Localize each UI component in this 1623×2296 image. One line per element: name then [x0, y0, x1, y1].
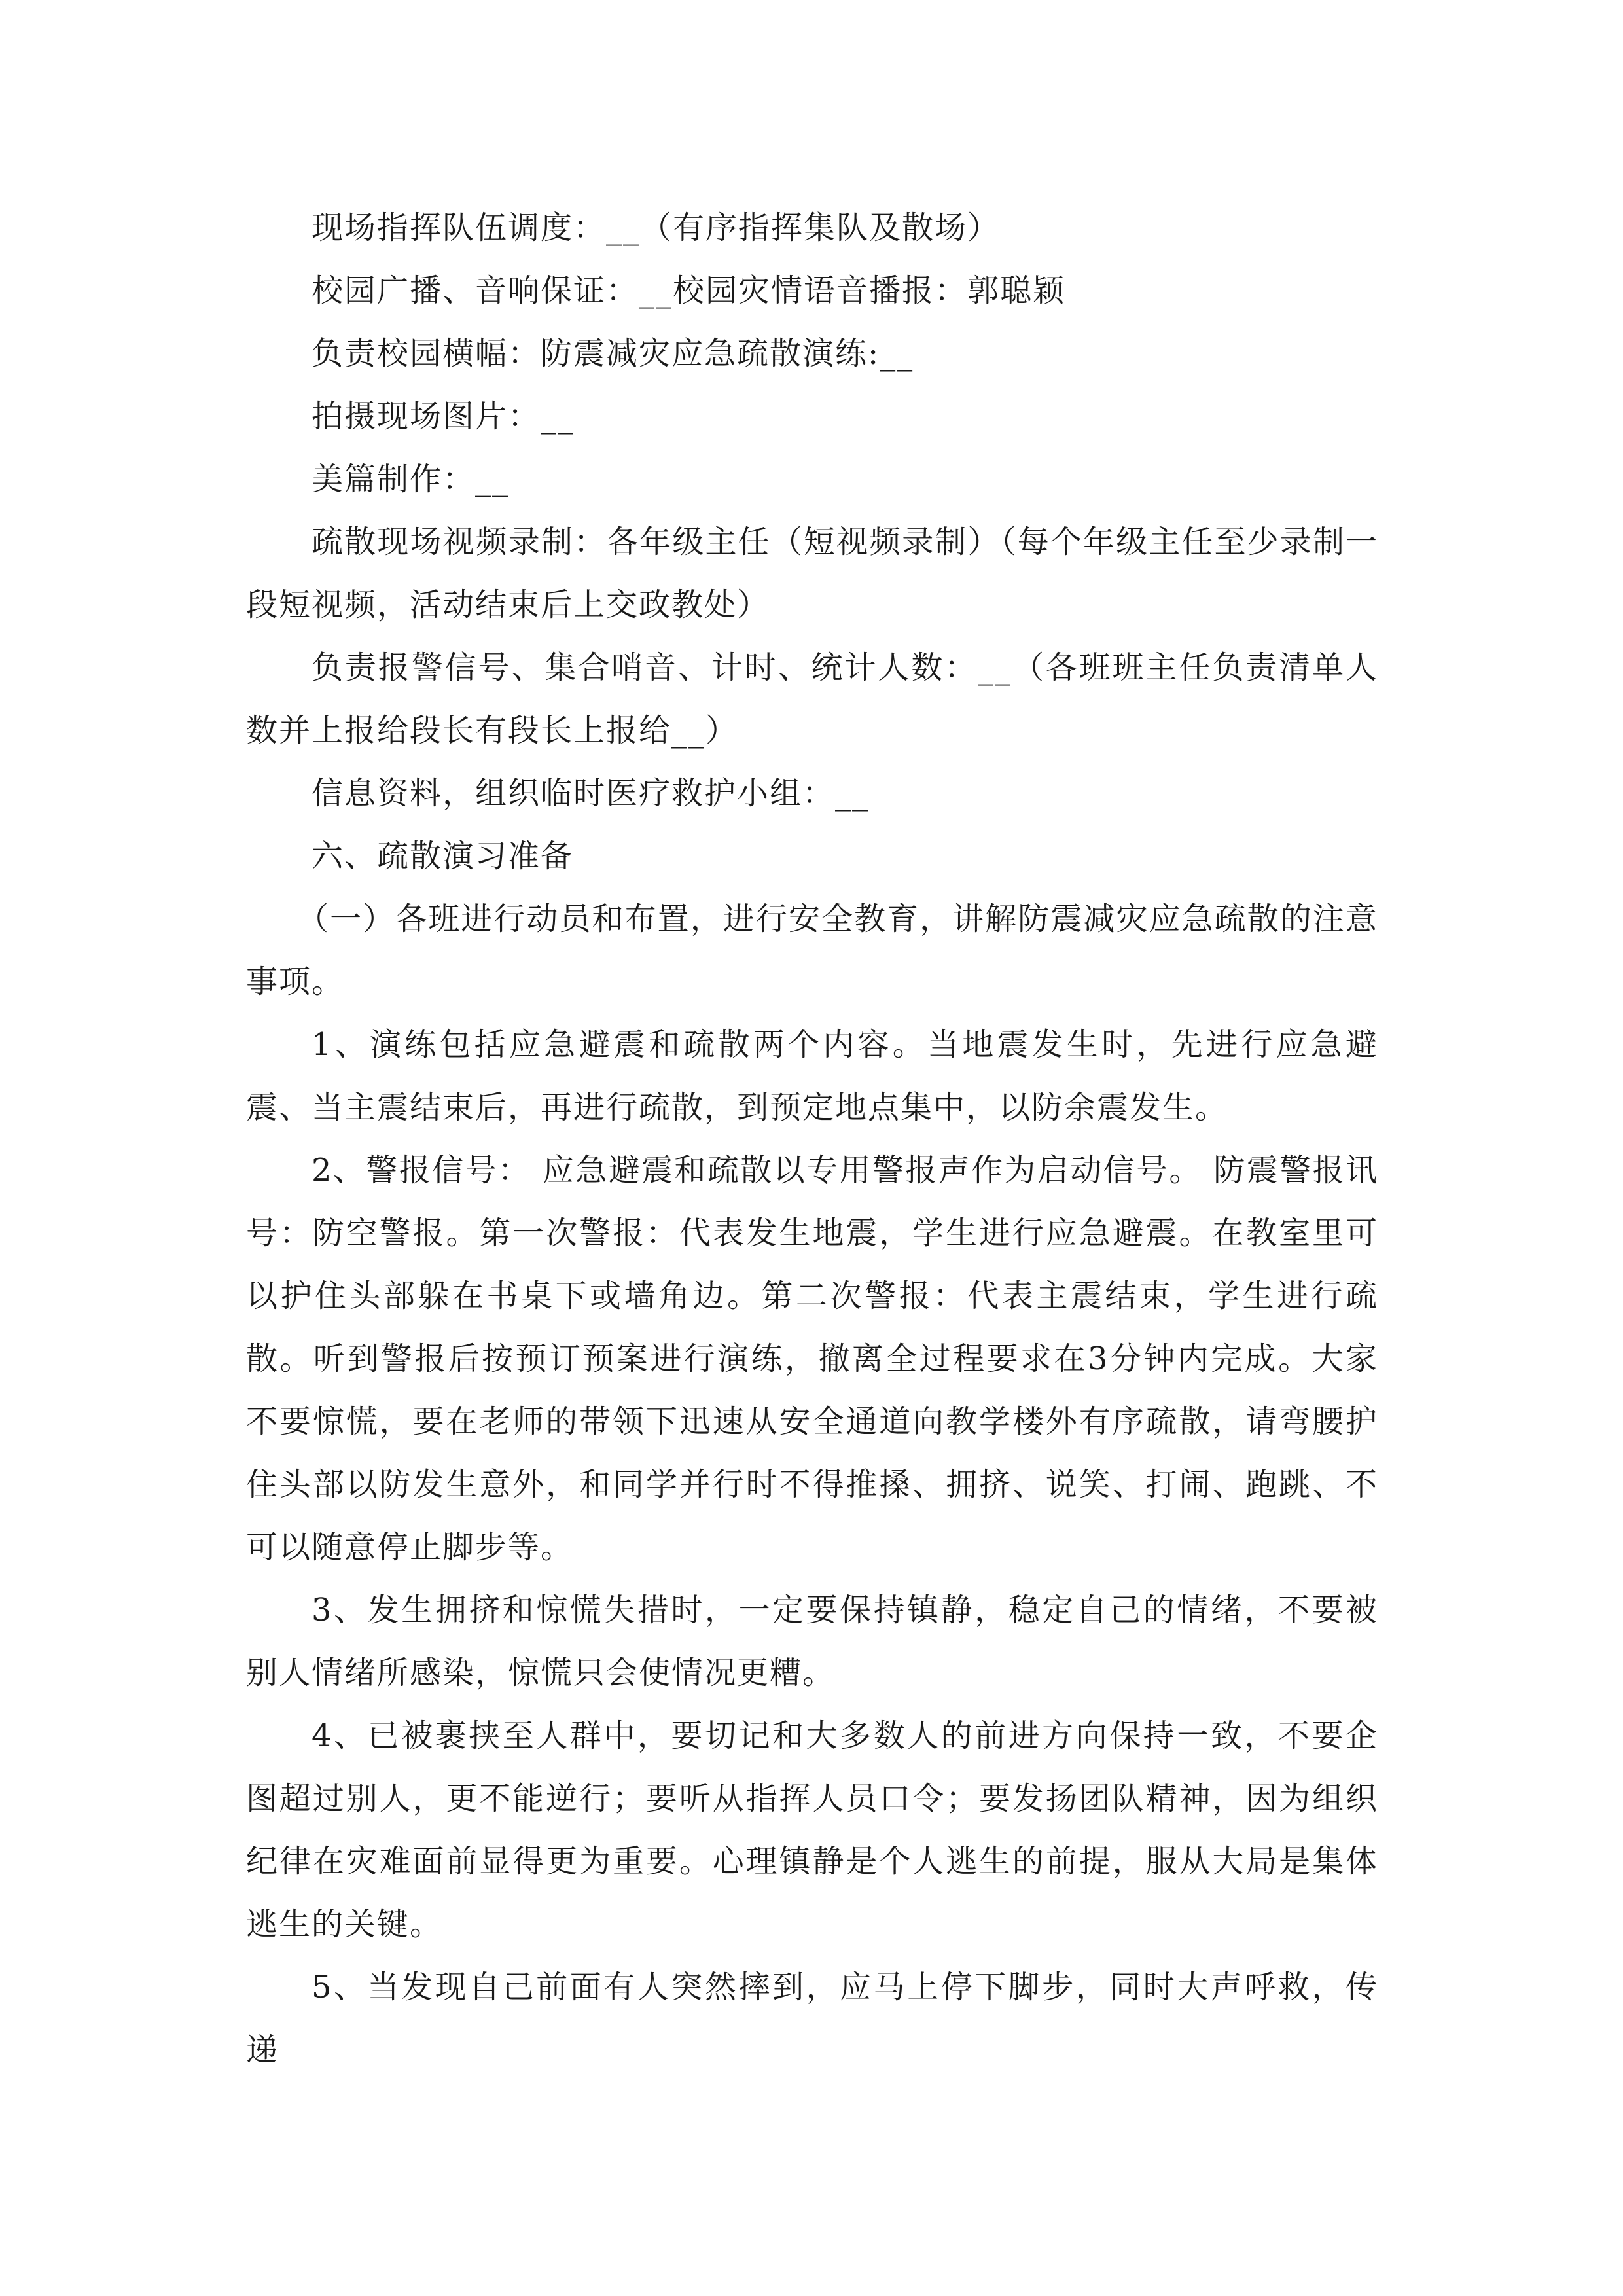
paragraph-video: 疏散现场视频录制：各年级主任（短视频录制）（每个年级主任至少录制一段短视频，活动结束后上交政教处） [246, 524, 1378, 623]
paragraph-broadcast: 校园广播、音响保证：__校园灾情语音播报：郭聪颖 [312, 272, 1066, 309]
paragraph-item-1: 1、演练包括应急避震和疏散两个内容。当地震发生时，先进行应急避震、当主震结束后，再进行疏散，到预定地点集中，以防余震发生。 [246, 1026, 1378, 1126]
paragraph-item-2: 2、警报信号： 应急避震和疏散以专用警报声作为启动信号。 防震警报讯号：防空警报。第一次警报：代表发生地震，学生进行应急避震。在教室里可以护住头部躲在书桌下或墙角边。第二次警报：代表主震结束，学生进行疏散。听到警报后按预订预案进行演练，撤离全过程要求在3分钟内完成。大家不要惊慌，要在老师的带领下迅速从安全通道向教学楼外有序疏散，请弯腰护住头部以防发生意外，和同学并行时不得推搡、拥挤、说笑、打闹、跑跳、不可以随意停止脚步等。 [246, 1152, 1378, 1566]
document-body [246, 196, 1378, 2081]
paragraph-photos: 拍摄现场图片：__ [312, 398, 575, 435]
paragraph-item-5: 5、当发现自己前面有人突然摔到，应马上停下脚步，同时大声呼救，传递 [246, 1969, 1378, 2068]
paragraph-item-3: 3、发生拥挤和惊慌失措时，一定要保持镇静，稳定自己的情绪，不要被别人情绪所感染，惊慌只会使情况更糟。 [246, 1592, 1378, 1691]
paragraph-field-command: 现场指挥队伍调度：__（有序指挥集队及散场） [312, 209, 1001, 246]
paragraph-item-4: 4、已被裹挟至人群中，要切记和大多数人的前进方向保持一致，不要企图超过别人，更不能逆行；要听从指挥人员口令；要发扬团队精神，因为组织纪律在灾难面前显得更为重要。心理镇静是个人逃生的前提，服从大局是集体逃生的关键。 [246, 1717, 1378, 1943]
paragraph-mobilization: （一）各班进行动员和布置，进行安全教育，讲解防震减灾应急疏散的注意事项。 [246, 901, 1378, 1000]
paragraph-alarm: 负责报警信号、集合哨音、计时、统计人数：__（各班班主任负责清单人数并上报给段长有段长上报给__） [246, 649, 1378, 749]
paragraph-banner: 负责校园横幅：防震减灾应急疏散演练:__ [312, 335, 914, 372]
section-heading-preparation: 六、疏散演习准备 [312, 838, 574, 874]
paragraph-medical: 信息资料，组织临时医疗救护小组：__ [312, 775, 870, 812]
paragraph-meipian: 美篇制作：__ [312, 461, 510, 497]
